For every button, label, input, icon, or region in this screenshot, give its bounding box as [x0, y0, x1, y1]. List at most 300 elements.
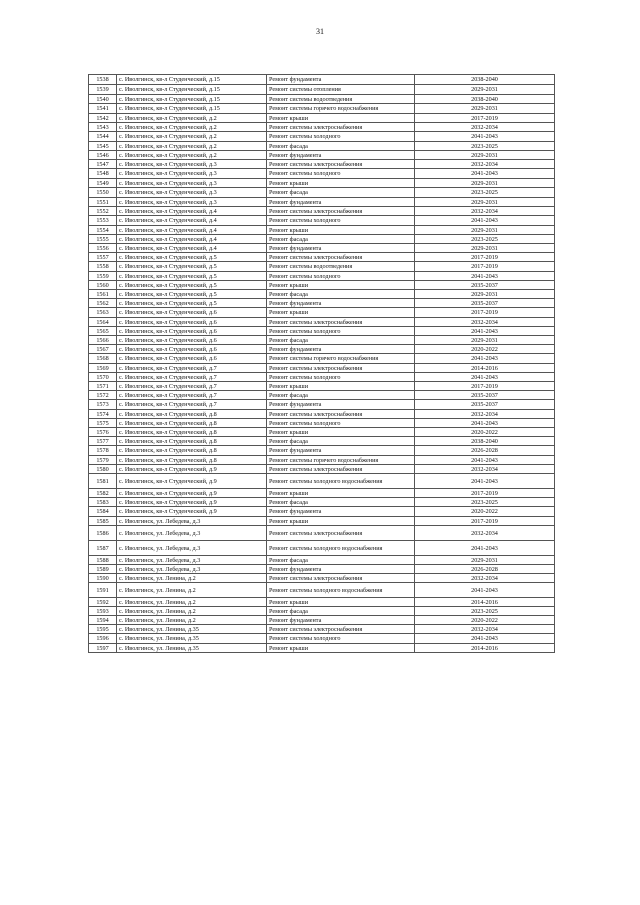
repair-period: 2023-2025 [415, 498, 555, 507]
building-address: с. Иволгинск, кв-л Студенческий, д.9 [117, 489, 267, 498]
table-row [89, 507, 555, 517]
repair-period: 2041-2043 [415, 373, 555, 382]
repair-period: 2029-2031 [415, 556, 555, 565]
repair-period: 2041-2043 [415, 354, 555, 364]
row-number: 1564 [89, 318, 117, 327]
building-address: с. Иволгинск, кв-л Студенческий, д.4 [117, 207, 267, 216]
repair-period: 2029-2031 [415, 104, 555, 114]
repair-work-type: Ремонт фундамента [267, 446, 415, 456]
repair-period: 2038-2040 [415, 437, 555, 446]
repair-period: 2023-2025 [415, 235, 555, 244]
repair-work-type: Ремонт системы холодного [267, 216, 415, 226]
row-number: 1549 [89, 179, 117, 188]
repair-work-type: Ремонт системы электроснабжения [267, 625, 415, 634]
table-row [89, 95, 555, 104]
table-row [89, 437, 555, 446]
repair-period: 2041-2043 [415, 456, 555, 465]
page-number: 31 [316, 27, 324, 36]
row-number: 1594 [89, 616, 117, 625]
building-address: с. Иволгинск, кв-л Студенческий, д.8 [117, 428, 267, 437]
repair-period: 2038-2040 [415, 95, 555, 104]
repair-work-type: Ремонт системы холодного [267, 634, 415, 644]
repair-work-type: Ремонт фундамента [267, 198, 415, 207]
repair-period: 2035-2037 [415, 281, 555, 290]
repair-work-type: Ремонт системы холодного [267, 169, 415, 179]
building-address: с. Иволгинск, кв-л Студенческий, д.5 [117, 272, 267, 281]
building-address: с. Иволгинск, кв-л Студенческий, д.2 [117, 142, 267, 151]
repair-work-type: Ремонт фасада [267, 290, 415, 299]
repair-work-type: Ремонт крыши [267, 517, 415, 526]
repair-period: 2032-2034 [415, 574, 555, 583]
repair-work-type: Ремонт системы холодного [267, 419, 415, 428]
repair-work-type: Ремонт фундамента [267, 244, 415, 253]
building-address: с. Иволгинск, ул. Ленина, д.35 [117, 634, 267, 644]
repair-work-type: Ремонт крыши [267, 281, 415, 290]
table-row [89, 299, 555, 308]
repair-period: 2014-2016 [415, 598, 555, 607]
repair-period: 2035-2037 [415, 400, 555, 410]
table-row [89, 541, 555, 556]
repair-work-type: Ремонт системы электроснабжения [267, 465, 415, 474]
building-address: с. Иволгинск, кв-л Студенческий, д.4 [117, 235, 267, 244]
row-number: 1572 [89, 391, 117, 400]
building-address: с. Иволгинск, кв-л Студенческий, д.2 [117, 151, 267, 160]
row-number: 1540 [89, 95, 117, 104]
row-number: 1552 [89, 207, 117, 216]
repair-period: 2041-2043 [415, 327, 555, 336]
table-row [89, 489, 555, 498]
building-address: с. Иволгинск, кв-л Студенческий, д.8 [117, 446, 267, 456]
table-row [89, 104, 555, 114]
table-row [89, 364, 555, 373]
row-number: 1553 [89, 216, 117, 226]
row-number: 1583 [89, 498, 117, 507]
row-number: 1548 [89, 169, 117, 179]
row-number: 1569 [89, 364, 117, 373]
table-row [89, 526, 555, 541]
repair-period: 2032-2034 [415, 526, 555, 541]
building-address: с. Иволгинск, кв-л Студенческий, д.8 [117, 456, 267, 465]
row-number: 1578 [89, 446, 117, 456]
table-row [89, 616, 555, 625]
row-number: 1546 [89, 151, 117, 160]
repair-period: 2041-2043 [415, 634, 555, 644]
table-row [89, 253, 555, 262]
repair-work-type: Ремонт системы электроснабжения [267, 253, 415, 262]
repair-period: 2032-2034 [415, 410, 555, 419]
building-address: с. Иволгинск, кв-л Студенческий, д.6 [117, 354, 267, 364]
row-number: 1551 [89, 198, 117, 207]
repair-work-type: Ремонт системы холодного [267, 272, 415, 281]
row-number: 1586 [89, 526, 117, 541]
repair-period: 2020-2022 [415, 507, 555, 517]
repair-work-type: Ремонт фундамента [267, 299, 415, 308]
row-number: 1544 [89, 132, 117, 142]
table-row [89, 85, 555, 95]
repair-work-type: Ремонт системы электроснабжения [267, 207, 415, 216]
table-row [89, 428, 555, 437]
table-row [89, 456, 555, 465]
repair-work-type: Ремонт системы электроснабжения [267, 160, 415, 169]
table-row [89, 216, 555, 226]
table-row [89, 114, 555, 123]
building-address: с. Иволгинск, кв-л Студенческий, д.8 [117, 410, 267, 419]
row-number: 1555 [89, 235, 117, 244]
repair-work-type: Ремонт фасада [267, 437, 415, 446]
table-row [89, 410, 555, 419]
repair-work-type: Ремонт крыши [267, 382, 415, 391]
building-address: с. Иволгинск, кв-л Студенческий, д.8 [117, 419, 267, 428]
building-address: с. Иволгинск, ул. Лебедева, д.3 [117, 556, 267, 565]
building-address: с. Иволгинск, ул. Лебедева, д.3 [117, 541, 267, 556]
table-row [89, 308, 555, 318]
table-row [89, 281, 555, 290]
repair-work-type: Ремонт крыши [267, 226, 415, 235]
repair-work-type: Ремонт крыши [267, 308, 415, 318]
repair-work-type: Ремонт фундамента [267, 151, 415, 160]
building-address: с. Иволгинск, кв-л Студенческий, д.7 [117, 400, 267, 410]
row-number: 1543 [89, 123, 117, 132]
table-row [89, 179, 555, 188]
repair-period: 2023-2025 [415, 607, 555, 616]
repair-work-type: Ремонт фасада [267, 336, 415, 345]
repair-period: 2017-2019 [415, 262, 555, 272]
repair-work-type: Ремонт фасада [267, 556, 415, 565]
repair-work-type: Ремонт крыши [267, 179, 415, 188]
building-address: с. Иволгинск, кв-л Студенческий, д.5 [117, 290, 267, 299]
row-number: 1575 [89, 419, 117, 428]
table-row [89, 382, 555, 391]
repair-schedule-rows [89, 75, 555, 653]
repair-work-type: Ремонт крыши [267, 428, 415, 437]
row-number: 1566 [89, 336, 117, 345]
building-address: с. Иволгинск, кв-л Студенческий, д.8 [117, 437, 267, 446]
building-address: с. Иволгинск, ул. Лебедева, д.3 [117, 565, 267, 574]
repair-period: 2029-2031 [415, 85, 555, 95]
table-row [89, 198, 555, 207]
row-number: 1584 [89, 507, 117, 517]
repair-period: 2014-2016 [415, 644, 555, 653]
row-number: 1567 [89, 345, 117, 354]
table-row [89, 235, 555, 244]
table-row [89, 465, 555, 474]
table-row [89, 391, 555, 400]
building-address: с. Иволгинск, кв-л Студенческий, д.3 [117, 198, 267, 207]
repair-work-type: Ремонт фасада [267, 142, 415, 151]
building-address: с. Иволгинск, кв-л Студенческий, д.3 [117, 179, 267, 188]
repair-period: 2032-2034 [415, 465, 555, 474]
repair-period: 2032-2034 [415, 318, 555, 327]
repair-period: 2020-2022 [415, 428, 555, 437]
table-row [89, 373, 555, 382]
row-number: 1589 [89, 565, 117, 574]
building-address: с. Иволгинск, кв-л Студенческий, д.4 [117, 226, 267, 235]
building-address: с. Иволгинск, кв-л Студенческий, д.5 [117, 281, 267, 290]
building-address: с. Иволгинск, кв-л Студенческий, д.3 [117, 188, 267, 198]
table-row [89, 290, 555, 299]
repair-work-type: Ремонт системы электроснабжения [267, 364, 415, 373]
repair-period: 2032-2034 [415, 207, 555, 216]
repair-period: 2032-2034 [415, 160, 555, 169]
repair-period: 2029-2031 [415, 290, 555, 299]
row-number: 1574 [89, 410, 117, 419]
repair-work-type: Ремонт системы горячего водоснабжения [267, 456, 415, 465]
repair-work-type: Ремонт системы электроснабжения [267, 123, 415, 132]
building-address: с. Иволгинск, ул. Ленина, д.35 [117, 644, 267, 653]
building-address: с. Иволгинск, ул. Ленина, д.35 [117, 625, 267, 634]
row-number: 1585 [89, 517, 117, 526]
row-number: 1554 [89, 226, 117, 235]
building-address: с. Иволгинск, ул. Лебедева, д.3 [117, 526, 267, 541]
building-address: с. Иволгинск, кв-л Студенческий, д.9 [117, 498, 267, 507]
repair-work-type: Ремонт фасада [267, 188, 415, 198]
repair-period: 2041-2043 [415, 132, 555, 142]
repair-period: 2038-2040 [415, 75, 555, 85]
repair-period: 2017-2019 [415, 489, 555, 498]
row-number: 1580 [89, 465, 117, 474]
repair-period: 2029-2031 [415, 226, 555, 235]
building-address: с. Иволгинск, кв-л Студенческий, д.15 [117, 95, 267, 104]
repair-work-type: Ремонт фундамента [267, 400, 415, 410]
repair-period: 2017-2019 [415, 517, 555, 526]
building-address: с. Иволгинск, ул. Ленина, д.2 [117, 616, 267, 625]
repair-work-type: Ремонт системы водоотведения [267, 95, 415, 104]
repair-work-type: Ремонт системы холодного [267, 327, 415, 336]
repair-work-type: Ремонт фундамента [267, 345, 415, 354]
building-address: с. Иволгинск, кв-л Студенческий, д.9 [117, 465, 267, 474]
table-row [89, 574, 555, 583]
repair-work-type: Ремонт системы электроснабжения [267, 526, 415, 541]
repair-work-type: Ремонт системы холодного водоснабжения [267, 541, 415, 556]
row-number: 1558 [89, 262, 117, 272]
row-number: 1541 [89, 104, 117, 114]
table-row [89, 446, 555, 456]
row-number: 1592 [89, 598, 117, 607]
row-number: 1576 [89, 428, 117, 437]
table-row [89, 498, 555, 507]
table-row [89, 75, 555, 85]
row-number: 1556 [89, 244, 117, 253]
building-address: с. Иволгинск, кв-л Студенческий, д.4 [117, 216, 267, 226]
row-number: 1582 [89, 489, 117, 498]
row-number: 1571 [89, 382, 117, 391]
building-address: с. Иволгинск, ул. Ленина, д.2 [117, 598, 267, 607]
repair-period: 2017-2019 [415, 253, 555, 262]
row-number: 1547 [89, 160, 117, 169]
repair-period: 2035-2037 [415, 299, 555, 308]
building-address: с. Иволгинск, кв-л Студенческий, д.4 [117, 244, 267, 253]
table-row [89, 244, 555, 253]
repair-work-type: Ремонт фасада [267, 498, 415, 507]
building-address: с. Иволгинск, кв-л Студенческий, д.5 [117, 299, 267, 308]
building-address: с. Иволгинск, кв-л Студенческий, д.2 [117, 123, 267, 132]
building-address: с. Иволгинск, ул. Ленина, д.2 [117, 607, 267, 616]
repair-period: 2041-2043 [415, 419, 555, 428]
repair-work-type: Ремонт крыши [267, 598, 415, 607]
repair-period: 2041-2043 [415, 169, 555, 179]
building-address: с. Иволгинск, ул. Лебедева, д.3 [117, 517, 267, 526]
row-number: 1562 [89, 299, 117, 308]
repair-work-type: Ремонт фундамента [267, 507, 415, 517]
table-row [89, 354, 555, 364]
repair-period: 2029-2031 [415, 336, 555, 345]
building-address: с. Иволгинск, кв-л Студенческий, д.3 [117, 160, 267, 169]
repair-work-type: Ремонт системы электроснабжения [267, 410, 415, 419]
building-address: с. Иволгинск, кв-л Студенческий, д.15 [117, 75, 267, 85]
repair-period: 2041-2043 [415, 474, 555, 489]
repair-work-type: Ремонт фундамента [267, 616, 415, 625]
row-number: 1593 [89, 607, 117, 616]
row-number: 1577 [89, 437, 117, 446]
row-number: 1565 [89, 327, 117, 336]
table-row [89, 123, 555, 132]
table-row [89, 419, 555, 428]
repair-work-type: Ремонт фундамента [267, 75, 415, 85]
building-address: с. Иволгинск, кв-л Студенческий, д.5 [117, 262, 267, 272]
table-row [89, 318, 555, 327]
table-row [89, 625, 555, 634]
row-number: 1581 [89, 474, 117, 489]
building-address: с. Иволгинск, кв-л Студенческий, д.15 [117, 85, 267, 95]
table-row [89, 160, 555, 169]
repair-work-type: Ремонт системы холодного [267, 132, 415, 142]
table-row [89, 142, 555, 151]
building-address: с. Иволгинск, кв-л Студенческий, д.7 [117, 373, 267, 382]
repair-work-type: Ремонт крыши [267, 644, 415, 653]
building-address: с. Иволгинск, кв-л Студенческий, д.9 [117, 474, 267, 489]
row-number: 1542 [89, 114, 117, 123]
repair-period: 2029-2031 [415, 198, 555, 207]
table-row [89, 565, 555, 574]
repair-work-type: Ремонт фундамента [267, 565, 415, 574]
building-address: с. Иволгинск, кв-л Студенческий, д.7 [117, 391, 267, 400]
repair-period: 2041-2043 [415, 583, 555, 598]
table-row [89, 207, 555, 216]
table-row [89, 474, 555, 489]
row-number: 1568 [89, 354, 117, 364]
table-row [89, 400, 555, 410]
repair-work-type: Ремонт системы горячего водоснабжения [267, 104, 415, 114]
table-row [89, 634, 555, 644]
repair-period: 2032-2034 [415, 625, 555, 634]
row-number: 1596 [89, 634, 117, 644]
repair-period: 2017-2019 [415, 382, 555, 391]
table-row [89, 607, 555, 616]
row-number: 1597 [89, 644, 117, 653]
row-number: 1579 [89, 456, 117, 465]
row-number: 1595 [89, 625, 117, 634]
repair-period: 2032-2034 [415, 123, 555, 132]
building-address: с. Иволгинск, кв-л Студенческий, д.3 [117, 169, 267, 179]
row-number: 1557 [89, 253, 117, 262]
row-number: 1573 [89, 400, 117, 410]
building-address: с. Иволгинск, кв-л Студенческий, д.6 [117, 308, 267, 318]
table-row [89, 188, 555, 198]
repair-period: 2023-2025 [415, 188, 555, 198]
table-row [89, 644, 555, 653]
repair-period: 2020-2022 [415, 345, 555, 354]
repair-work-type: Ремонт фасада [267, 235, 415, 244]
row-number: 1560 [89, 281, 117, 290]
row-number: 1591 [89, 583, 117, 598]
table-row [89, 598, 555, 607]
table-row [89, 151, 555, 160]
table-row [89, 226, 555, 235]
building-address: с. Иволгинск, кв-л Студенческий, д.6 [117, 345, 267, 354]
repair-period: 2035-2037 [415, 391, 555, 400]
repair-work-type: Ремонт крыши [267, 114, 415, 123]
repair-work-type: Ремонт крыши [267, 489, 415, 498]
row-number: 1561 [89, 290, 117, 299]
table-row [89, 327, 555, 336]
table-row [89, 262, 555, 272]
row-number: 1545 [89, 142, 117, 151]
repair-work-type: Ремонт системы холодного [267, 373, 415, 382]
repair-work-type: Ремонт системы отопления [267, 85, 415, 95]
table-row [89, 556, 555, 565]
table-row [89, 336, 555, 345]
repair-period: 2020-2022 [415, 616, 555, 625]
repair-work-type: Ремонт фасада [267, 607, 415, 616]
building-address: с. Иволгинск, кв-л Студенческий, д.6 [117, 336, 267, 345]
building-address: с. Иволгинск, ул. Ленина, д.2 [117, 583, 267, 598]
building-address: с. Иволгинск, кв-л Студенческий, д.5 [117, 253, 267, 262]
row-number: 1539 [89, 85, 117, 95]
row-number: 1550 [89, 188, 117, 198]
repair-work-type: Ремонт системы электроснабжения [267, 574, 415, 583]
row-number: 1570 [89, 373, 117, 382]
repair-period: 2029-2031 [415, 151, 555, 160]
repair-period: 2026-2028 [415, 565, 555, 574]
row-number: 1590 [89, 574, 117, 583]
row-number: 1588 [89, 556, 117, 565]
repair-period: 2014-2016 [415, 364, 555, 373]
building-address: с. Иволгинск, ул. Ленина, д.2 [117, 574, 267, 583]
repair-period: 2041-2043 [415, 541, 555, 556]
building-address: с. Иволгинск, кв-л Студенческий, д.2 [117, 132, 267, 142]
row-number: 1587 [89, 541, 117, 556]
table-row [89, 272, 555, 281]
repair-work-type: Ремонт системы горячего водоснабжения [267, 354, 415, 364]
repair-work-type: Ремонт фасада [267, 391, 415, 400]
building-address: с. Иволгинск, кв-л Студенческий, д.6 [117, 318, 267, 327]
repair-work-type: Ремонт системы холодного водоснабжения [267, 474, 415, 489]
repair-period: 2041-2043 [415, 272, 555, 281]
building-address: с. Иволгинск, кв-л Студенческий, д.2 [117, 114, 267, 123]
row-number: 1559 [89, 272, 117, 281]
repair-period: 2029-2031 [415, 179, 555, 188]
repair-work-type: Ремонт системы холодного водоснабжения [267, 583, 415, 598]
repair-work-type: Ремонт системы электроснабжения [267, 318, 415, 327]
table-row [89, 583, 555, 598]
repair-period: 2041-2043 [415, 216, 555, 226]
building-address: с. Иволгинск, кв-л Студенческий, д.15 [117, 104, 267, 114]
table-row [89, 132, 555, 142]
building-address: с. Иволгинск, кв-л Студенческий, д.7 [117, 382, 267, 391]
repair-period: 2023-2025 [415, 142, 555, 151]
building-address: с. Иволгинск, кв-л Студенческий, д.7 [117, 364, 267, 373]
table-row [89, 345, 555, 354]
repair-period: 2017-2019 [415, 114, 555, 123]
repair-work-type: Ремонт системы водоотведения [267, 262, 415, 272]
repair-period: 2026-2028 [415, 446, 555, 456]
building-address: с. Иволгинск, кв-л Студенческий, д.6 [117, 327, 267, 336]
repair-period: 2017-2019 [415, 308, 555, 318]
repair-schedule-table [88, 74, 555, 653]
building-address: с. Иволгинск, кв-л Студенческий, д.9 [117, 507, 267, 517]
row-number: 1538 [89, 75, 117, 85]
table-row [89, 169, 555, 179]
